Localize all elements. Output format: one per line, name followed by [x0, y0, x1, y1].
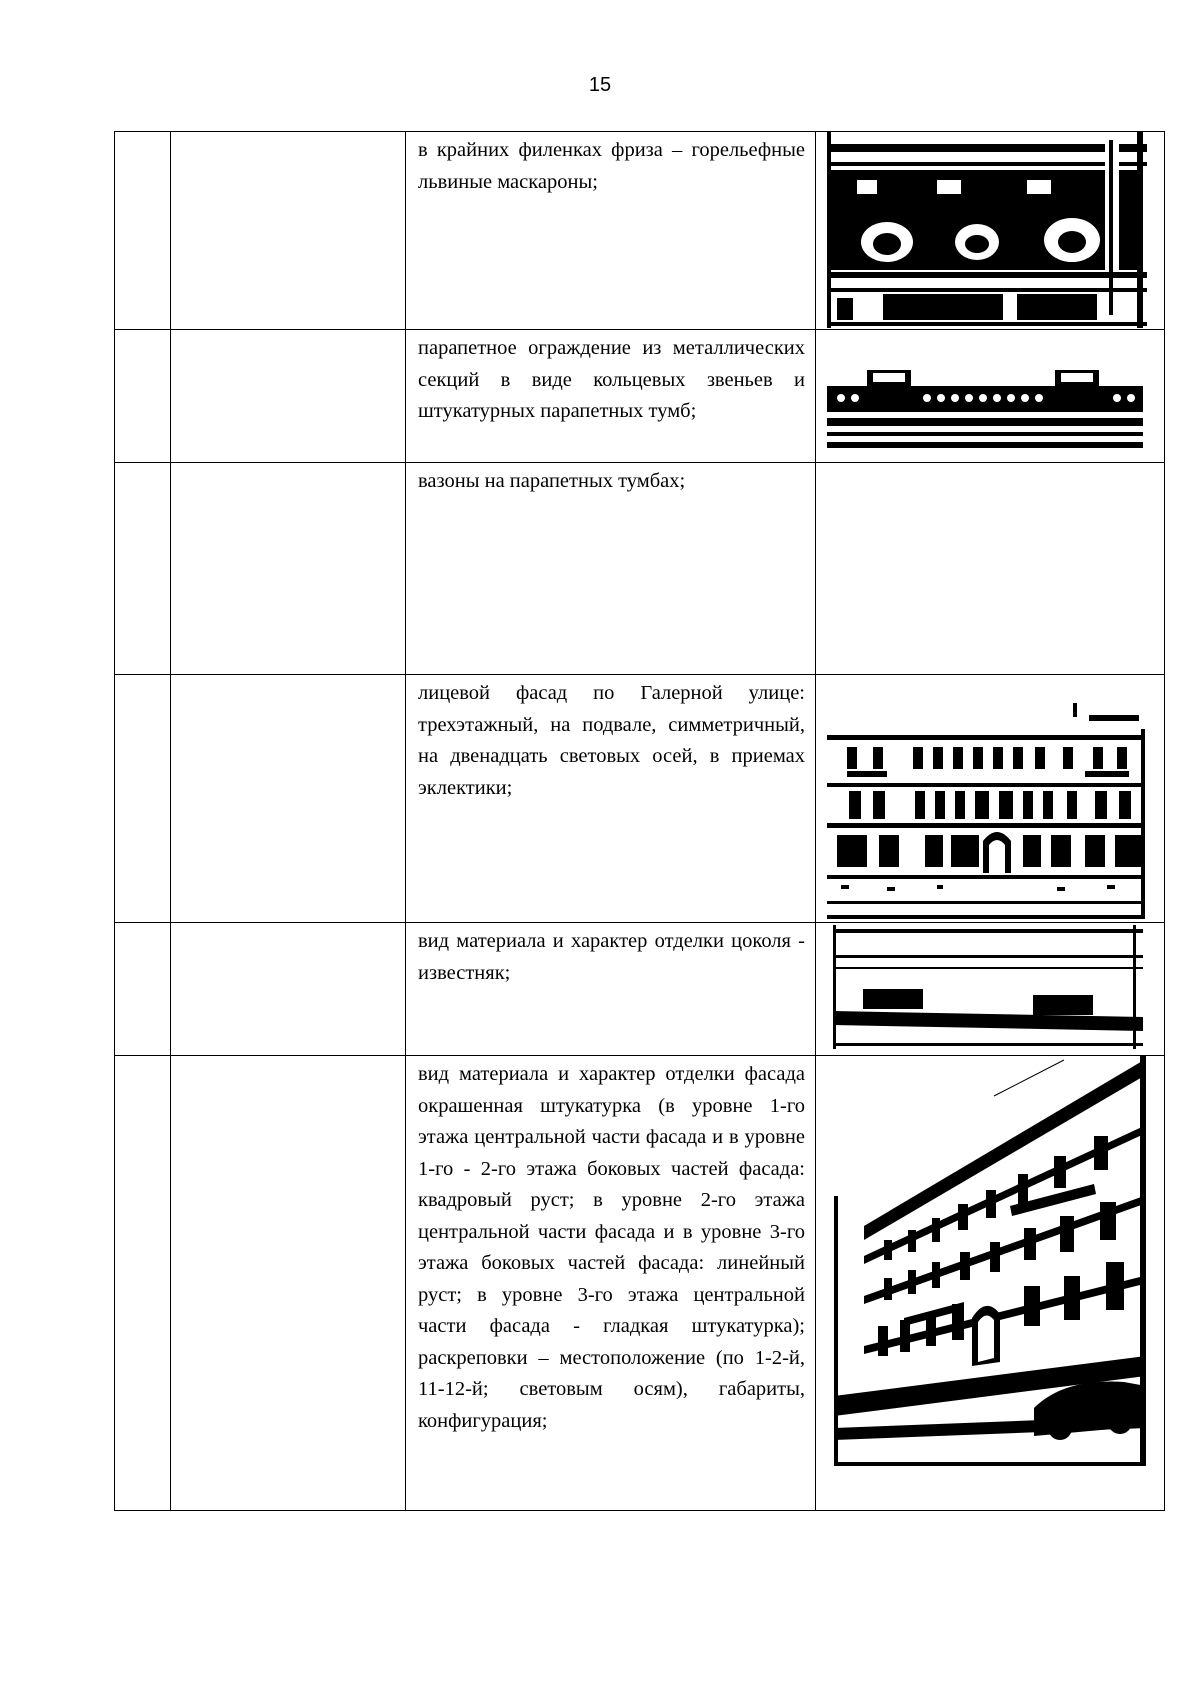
name-cell — [171, 1056, 406, 1511]
name-cell — [171, 675, 406, 923]
feature-description: парапетное ограждение из металлических секций в виде кольцевых звеньев и штукатурных парапетных тумб; — [418, 337, 805, 422]
table-row — [115, 132, 1165, 330]
facade-perspective-photo — [834, 1056, 1146, 1466]
name-cell — [171, 463, 406, 675]
plinth-limestone-photo — [833, 925, 1143, 1049]
photo-cell — [816, 675, 1165, 923]
number-cell — [115, 330, 171, 463]
feature-description: вид материала и характер отделки цоколя - известняк; — [418, 930, 805, 984]
number-cell — [115, 675, 171, 923]
photo-cell — [816, 463, 1165, 675]
photo-cell — [816, 1056, 1165, 1511]
number-cell — [115, 923, 171, 1056]
description-cell — [406, 463, 816, 675]
photo-cell — [816, 132, 1165, 330]
feature-description: лицевой фасад по Галерной улице: трехэтажный, на подвале, симметричный, на двенадцать световых осей, в приемах эклектики; — [418, 682, 805, 799]
number-cell — [115, 132, 171, 330]
name-cell — [171, 330, 406, 463]
name-cell — [171, 923, 406, 1056]
feature-description: вазоны на парапетных тумбах; — [418, 470, 686, 492]
description-cell — [406, 1056, 816, 1511]
description-cell — [406, 330, 816, 463]
number-cell — [115, 1056, 171, 1511]
table-row — [115, 1056, 1165, 1511]
table-row — [115, 923, 1165, 1056]
description-cell — [406, 132, 816, 330]
photo-cell — [816, 923, 1165, 1056]
parapet-railing-photo — [827, 368, 1143, 450]
name-cell — [171, 132, 406, 330]
table-row — [115, 330, 1165, 463]
description-cell — [406, 675, 816, 923]
table-row — [115, 463, 1165, 675]
feature-description: в крайних филенках фриза – горельефные львиные маскароны; — [418, 139, 805, 193]
feature-description: вид материала и характер отделки фасада окрашенная штукатурка (в уровне 1-го этажа центральной части фасада и в уровне 1-го - 2-го этажа боковых частей фасада: квадровый руст; в уровне 2-го этажа центральной части фасада и в уровне 3-го этажа боковых частей фасада: линейный руст; в уровне 3-го этажа центральной части фасада - гладкая штукатурка); раскреповки – местоположение (по 1-2-й, 11-12-й; световым осям), габариты, конфигурация; — [418, 1063, 805, 1432]
page-number: 15 — [588, 74, 612, 96]
number-cell — [115, 463, 171, 675]
photo-cell — [816, 330, 1165, 463]
description-cell — [406, 923, 816, 1056]
monument-features-table — [114, 131, 1165, 1511]
main-facade-photo — [827, 689, 1145, 919]
frieze-mascaron-photo — [827, 132, 1147, 328]
table-row — [115, 675, 1165, 923]
